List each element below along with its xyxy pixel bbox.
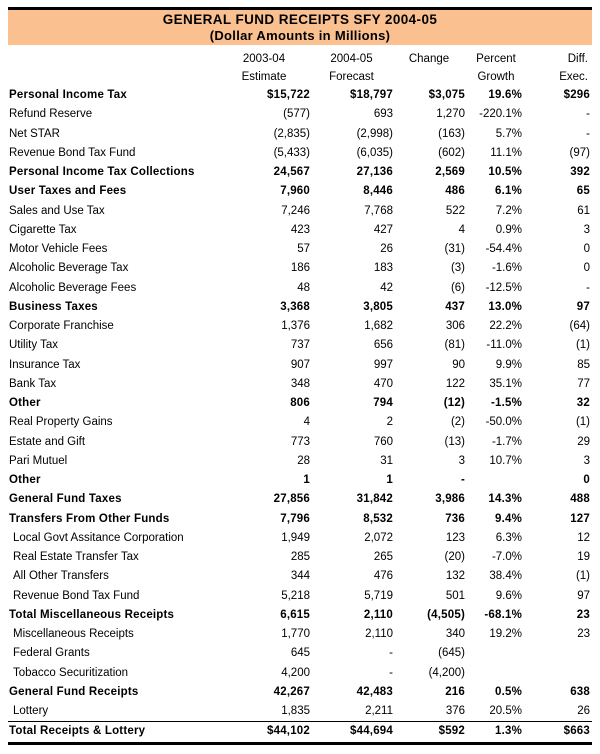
- row-percent-value: 19.6%: [488, 89, 522, 101]
- row-label: Utility Tax: [9, 339, 58, 352]
- row-forecast-value: $44,694: [350, 725, 393, 738]
- row-percent-value: -7.0%: [491, 551, 522, 563]
- row-estimate-value: 7,246: [281, 204, 310, 217]
- row-forecast-value: 27,136: [356, 166, 393, 178]
- row-estimate-value: 806: [290, 397, 310, 409]
- header-percent: Percent: [476, 53, 516, 65]
- row-change-value: (31): [444, 243, 465, 255]
- row-estimate-value: 1: [303, 474, 310, 486]
- row-label: Bank Tax: [9, 377, 57, 390]
- row-diff-value: 26: [577, 705, 590, 717]
- general-fund-receipts-table: [8, 0, 592, 745]
- row-percent-value: 20.5%: [489, 705, 522, 717]
- row-diff-value: 392: [570, 166, 590, 178]
- row-change-value: 501: [445, 589, 465, 602]
- row-label: Business Taxes: [9, 300, 98, 313]
- row-label: Alcoholic Beverage Tax: [9, 262, 129, 275]
- row-percent-value: -1.7%: [491, 435, 522, 448]
- table-row: [8, 413, 592, 432]
- column-headers-line2: [8, 68, 592, 86]
- row-percent-value: 35.1%: [489, 377, 522, 390]
- row-forecast-value: 3,805: [363, 300, 393, 313]
- row-diff-value: 29: [577, 435, 590, 448]
- row-estimate-value: 7,796: [280, 512, 310, 525]
- row-forecast-value: 26: [380, 243, 393, 255]
- row-estimate-value: 3,368: [280, 300, 310, 313]
- row-estimate-value: (577): [283, 108, 310, 121]
- row-label: Refund Reserve: [9, 108, 93, 121]
- row-estimate-value: 344: [290, 570, 310, 583]
- row-diff-value: (97): [569, 146, 590, 159]
- row-label: Estate and Gift: [9, 435, 86, 448]
- table-row: [8, 433, 592, 452]
- table-row: [8, 644, 592, 663]
- row-estimate-value: 4,200: [281, 666, 310, 679]
- table-row: [8, 221, 592, 240]
- row-change-value: (20): [444, 551, 465, 563]
- row-forecast-value: $18,797: [350, 89, 393, 101]
- header-forecast-label: Forecast: [329, 71, 374, 83]
- table-row: [8, 163, 592, 182]
- table-row: [8, 240, 592, 259]
- row-label: Real Estate Transfer Tax: [13, 551, 139, 563]
- table-row: [8, 471, 592, 490]
- row-percent-value: 9.9%: [495, 358, 522, 371]
- row-forecast-value: 183: [373, 262, 393, 275]
- row-forecast-value: 794: [373, 397, 393, 409]
- row-estimate-value: 285: [290, 551, 310, 563]
- table-row: [8, 279, 592, 298]
- row-percent-value: 1.3%: [494, 725, 522, 738]
- row-estimate-value: 907: [290, 358, 310, 371]
- table-row: [8, 587, 592, 606]
- table-row: [8, 317, 592, 336]
- row-forecast-value: -: [389, 666, 393, 679]
- row-diff-value: 0: [583, 262, 590, 275]
- row-estimate-value: 4: [303, 416, 310, 429]
- row-percent-value: 0.9%: [495, 223, 522, 236]
- row-label: Alcoholic Beverage Fees: [9, 281, 137, 294]
- row-change-value: (3): [450, 262, 465, 275]
- row-percent-value: 9.6%: [495, 589, 522, 602]
- header-estimate-year: 2003-04: [242, 53, 286, 65]
- row-label: Revenue Bond Tax Fund: [13, 589, 140, 602]
- row-label: Miscellaneous Receipts: [13, 628, 134, 640]
- row-forecast-value: 31,842: [356, 493, 393, 506]
- row-change-value: 90: [452, 358, 465, 371]
- row-change-value: 486: [445, 185, 465, 198]
- row-estimate-value: 1,835: [281, 705, 310, 717]
- row-label: Real Property Gains: [9, 416, 113, 429]
- row-percent-value: 9.4%: [494, 512, 522, 525]
- row-estimate-value: 7,960: [280, 185, 310, 198]
- table-row: [8, 490, 592, 509]
- table-row: [8, 625, 592, 644]
- row-estimate-value: 645: [290, 647, 310, 660]
- row-change-value: 1,270: [436, 108, 465, 121]
- header-spacer: [8, 68, 218, 86]
- row-percent-value: -54.4%: [485, 243, 522, 255]
- row-diff-value: (1): [575, 416, 590, 429]
- table-row: [8, 105, 592, 124]
- table-subtitle: (Dollar Amounts in Millions): [209, 28, 391, 43]
- row-forecast-value: 8,446: [363, 185, 393, 198]
- row-estimate-value: 1,949: [281, 531, 310, 544]
- row-diff-value: (1): [575, 570, 590, 583]
- row-forecast-value: 997: [373, 358, 393, 371]
- row-change-value: (645): [438, 647, 465, 660]
- row-change-value: (4,505): [427, 608, 465, 621]
- row-forecast-value: 760: [373, 435, 393, 448]
- row-change-value: (12): [443, 397, 465, 409]
- row-forecast-value: -: [389, 647, 393, 660]
- row-label: Cigarette Tax: [9, 223, 77, 236]
- table-row: [8, 375, 592, 394]
- row-estimate-value: $44,102: [267, 725, 310, 738]
- header-exec: Exec.: [559, 71, 588, 83]
- row-percent-value: 38.4%: [489, 570, 522, 583]
- row-diff-value: 127: [570, 512, 590, 525]
- table-row: [8, 510, 592, 529]
- row-forecast-value: 42,483: [356, 685, 393, 698]
- row-forecast-value: 470: [373, 377, 393, 390]
- row-label: Other: [9, 397, 41, 409]
- row-percent-value: 6.3%: [495, 531, 522, 544]
- row-estimate-value: 1,770: [281, 628, 310, 640]
- table-row: [8, 721, 592, 744]
- row-percent-value: 5.7%: [495, 127, 522, 140]
- row-label: User Taxes and Fees: [9, 185, 127, 198]
- row-percent-value: 10.5%: [488, 166, 522, 178]
- column-headers-line1: [8, 50, 592, 68]
- row-estimate-value: (2,835): [273, 127, 310, 140]
- table-row: [8, 606, 592, 625]
- row-change-value: (602): [438, 146, 465, 159]
- row-label: Personal Income Tax: [9, 89, 127, 101]
- row-percent-value: 10.7%: [489, 454, 522, 467]
- row-change-value: (13): [444, 435, 465, 448]
- row-label: Total Receipts & Lottery: [9, 725, 146, 738]
- row-change-value: 340: [445, 628, 465, 640]
- row-label: Personal Income Tax Collections: [9, 166, 195, 178]
- row-forecast-value: 2,211: [365, 705, 393, 717]
- row-change-value: (6): [450, 281, 465, 294]
- row-estimate-value: 48: [297, 281, 310, 294]
- row-change-value: (163): [438, 127, 465, 140]
- row-diff-value: 3: [583, 223, 590, 236]
- row-forecast-value: 7,768: [364, 204, 393, 217]
- row-estimate-value: (5,433): [273, 146, 310, 159]
- table-body: [8, 86, 592, 745]
- row-diff-value: -: [586, 281, 590, 294]
- row-change-value: 123: [445, 531, 465, 544]
- row-change-value: 3,986: [435, 493, 465, 506]
- row-label: All Other Transfers: [13, 570, 109, 583]
- row-label: Federal Grants: [13, 647, 90, 660]
- row-change-value: 132: [445, 570, 465, 583]
- header-estimate-label: Estimate: [241, 71, 287, 83]
- row-percent-value: 0.5%: [494, 685, 522, 698]
- row-percent-value: 19.2%: [489, 628, 522, 640]
- row-forecast-value: 476: [373, 570, 393, 583]
- row-forecast-value: 8,532: [363, 512, 393, 525]
- row-change-value: 122: [445, 377, 465, 390]
- row-diff-value: (64): [569, 320, 590, 332]
- row-diff-value: -: [586, 127, 590, 140]
- row-change-value: 2,569: [435, 166, 465, 178]
- header-forecast-year: 2004-05: [330, 53, 373, 65]
- row-label: Net STAR: [9, 127, 60, 140]
- row-diff-value: 97: [577, 589, 590, 602]
- row-forecast-value: 2,072: [364, 531, 393, 544]
- row-label: Tobacco Securitization: [13, 666, 129, 679]
- table-row: [8, 683, 592, 702]
- table-row: [8, 86, 592, 105]
- row-diff-value: 0: [583, 474, 590, 486]
- row-diff-value: $663: [563, 725, 590, 738]
- row-forecast-value: 693: [373, 108, 393, 121]
- row-label: General Fund Receipts: [9, 685, 139, 698]
- row-forecast-value: 265: [373, 551, 393, 563]
- row-forecast-value: 2,110: [363, 608, 393, 621]
- row-estimate-value: 186: [290, 262, 310, 275]
- row-change-value: (4,200): [428, 666, 465, 679]
- row-estimate-value: 423: [290, 223, 310, 236]
- row-label: Pari Mutuel: [9, 454, 68, 467]
- row-label: Total Miscellaneous Receipts: [9, 608, 175, 621]
- row-change-value: (2): [450, 416, 465, 429]
- row-forecast-value: 1,682: [364, 320, 393, 332]
- table-title-banner: [8, 7, 592, 45]
- row-percent-value: 13.0%: [488, 300, 522, 313]
- row-diff-value: 0: [583, 243, 590, 255]
- row-percent-value: -1.6%: [491, 262, 522, 275]
- row-estimate-value: 5,218: [281, 589, 310, 602]
- row-estimate-value: 1,376: [281, 320, 310, 332]
- header-growth: Growth: [477, 71, 515, 83]
- row-label: General Fund Taxes: [9, 493, 122, 506]
- row-label: Insurance Tax: [9, 358, 81, 371]
- table-row: [8, 298, 592, 317]
- table-row: [8, 259, 592, 278]
- row-label: Sales and Use Tax: [9, 204, 105, 217]
- row-change-value: 376: [445, 705, 465, 717]
- row-diff-value: 488: [570, 493, 590, 506]
- row-forecast-value: 1: [386, 474, 393, 486]
- table-row: [8, 336, 592, 355]
- row-label: Lottery: [13, 705, 49, 717]
- table-row: [8, 182, 592, 201]
- row-label: Motor Vehicle Fees: [9, 243, 108, 255]
- header-spacer: [8, 50, 218, 68]
- table-row: [8, 529, 592, 548]
- row-estimate-value: 773: [290, 435, 310, 448]
- row-diff-value: 65: [576, 185, 590, 198]
- row-change-value: 522: [445, 204, 465, 217]
- row-label: Transfers From Other Funds: [9, 512, 170, 525]
- row-change-value: 306: [445, 320, 465, 332]
- row-change-value: (81): [444, 339, 465, 352]
- table-row: [8, 125, 592, 144]
- row-percent-value: 11.1%: [490, 146, 522, 159]
- row-forecast-value: 2,110: [365, 628, 393, 640]
- row-diff-value: 32: [576, 397, 590, 409]
- row-percent-value: -11.0%: [486, 339, 522, 352]
- row-percent-value: 22.2%: [489, 320, 522, 332]
- row-percent-value: -220.1%: [479, 108, 522, 121]
- table-row: [8, 664, 592, 683]
- row-change-value: -: [460, 474, 465, 486]
- row-forecast-value: 2: [386, 416, 393, 429]
- row-percent-value: 14.3%: [488, 493, 522, 506]
- row-forecast-value: (2,998): [356, 127, 393, 140]
- table-row: [8, 452, 592, 471]
- row-change-value: 4: [458, 223, 465, 236]
- row-percent-value: -50.0%: [485, 416, 522, 429]
- row-percent-value: -68.1%: [484, 608, 522, 621]
- row-change-value: $3,075: [428, 89, 465, 101]
- row-label: Corporate Franchise: [9, 320, 114, 332]
- row-diff-value: 19: [577, 551, 590, 563]
- table-title: GENERAL FUND RECEIPTS SFY 2004-05: [162, 12, 438, 27]
- row-label: Revenue Bond Tax Fund: [9, 146, 136, 159]
- table-row: [8, 202, 592, 221]
- row-label: Local Govt Assitance Corporation: [13, 531, 184, 544]
- row-diff-value: 638: [570, 685, 590, 698]
- row-estimate-value: 348: [290, 377, 310, 390]
- row-diff-value: 23: [576, 608, 590, 621]
- row-diff-value: 77: [577, 377, 590, 390]
- row-estimate-value: 42,267: [273, 685, 310, 698]
- header-change: Change: [408, 53, 450, 65]
- row-forecast-value: 31: [380, 454, 393, 467]
- row-percent-value: -12.5%: [485, 281, 522, 294]
- row-diff-value: -: [586, 108, 590, 121]
- header-change-spacer: [393, 68, 465, 86]
- row-estimate-value: 57: [297, 243, 310, 255]
- row-forecast-value: 427: [373, 223, 393, 236]
- row-change-value: 216: [445, 685, 465, 698]
- row-diff-value: $296: [563, 89, 590, 101]
- row-estimate-value: 737: [290, 339, 310, 352]
- row-diff-value: 85: [577, 358, 590, 371]
- row-change-value: 437: [445, 300, 465, 313]
- row-forecast-value: 5,719: [364, 589, 393, 602]
- row-estimate-value: 6,615: [280, 608, 310, 621]
- row-estimate-value: $15,722: [267, 89, 310, 101]
- row-estimate-value: 28: [297, 454, 310, 467]
- row-diff-value: (1): [575, 339, 590, 352]
- row-diff-value: 23: [577, 628, 590, 640]
- row-forecast-value: (6,035): [356, 146, 393, 159]
- table-row: [8, 567, 592, 586]
- row-change-value: 736: [445, 512, 465, 525]
- row-diff-value: 3: [583, 454, 590, 467]
- row-percent-value: -1.5%: [490, 397, 522, 409]
- table-row: [8, 356, 592, 375]
- row-diff-value: 12: [577, 531, 590, 544]
- row-diff-value: 61: [577, 204, 590, 217]
- row-change-value: $592: [438, 725, 465, 738]
- row-estimate-value: 24,567: [273, 166, 310, 178]
- header-diff: Diff.: [567, 53, 588, 65]
- table-row: [8, 144, 592, 163]
- row-forecast-value: 42: [380, 281, 393, 294]
- row-forecast-value: 656: [373, 339, 393, 352]
- row-label: Other: [9, 474, 41, 486]
- row-estimate-value: 27,856: [273, 493, 310, 506]
- row-percent-value: 6.1%: [494, 185, 522, 198]
- row-change-value: 3: [458, 454, 465, 467]
- table-row: [8, 548, 592, 567]
- table-row: [8, 394, 592, 413]
- row-diff-value: 97: [576, 300, 590, 313]
- table-row: [8, 702, 592, 721]
- row-percent-value: 7.2%: [495, 204, 522, 217]
